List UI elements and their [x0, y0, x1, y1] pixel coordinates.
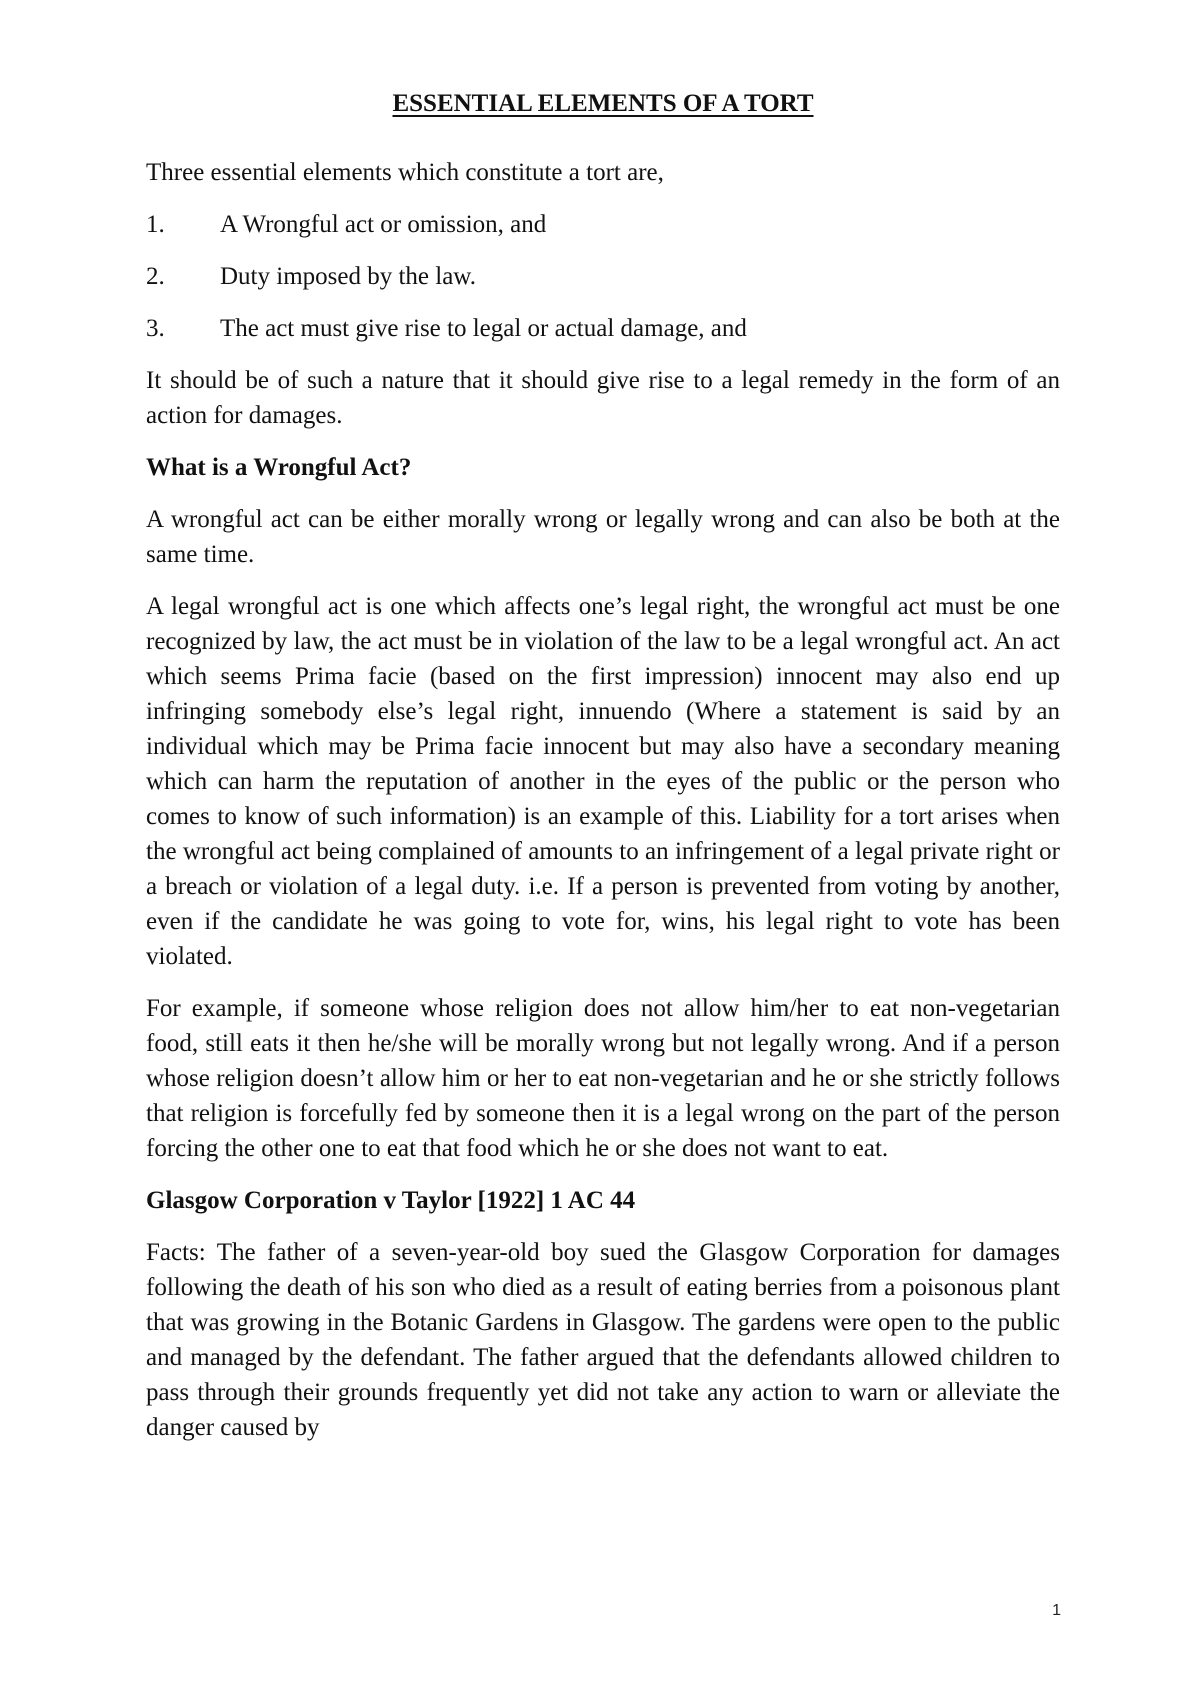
- document-body: [146, 86, 1060, 1462]
- legal-wrongful-act-paragraph: A legal wrongful act is one which affects one’s legal right, the wrongful act must be one recognized by law, the act must be in violation of the law to be a legal wrongful act. An act which seems Prima facie (based on the first impression) innocent may also end up infringing somebody else’s legal right, innuendo (Where a statement is said by an individual which may be Prima facie innocent but may also have a secondary meaning which can harm the reputation of another in the eyes of the public or the person who comes to know of such information) is an example of this. Liability for a tort arises when the wrongful act being complained of amounts to an infringement of a legal private right or a breach or violation of a legal duty. i.e. If a person is prevented from voting by another, even if the candidate he was going to vote for, wins, his legal right to vote has been violated.: [146, 593, 1060, 970]
- wrongful-act-paragraph: A wrongful act can be either morally wrong or legally wrong and can also be both at the same time.: [146, 506, 1060, 568]
- document-title: ESSENTIAL ELEMENTS OF A TORT: [392, 90, 814, 117]
- list-item-number: 3.: [146, 315, 165, 342]
- intro-paragraph: Three essential elements which constitute a tort are,: [146, 159, 664, 186]
- elements-list: [146, 207, 1060, 346]
- list-item-text: A Wrongful act or omission, and: [220, 211, 547, 238]
- remedy-paragraph: It should be of such a nature that it should give rise to a legal remedy in the form of an action for damages.: [146, 367, 1060, 429]
- list-item-text: The act must give rise to legal or actual damage, and: [220, 315, 747, 342]
- list-item: [146, 207, 1060, 242]
- list-item-number: 2.: [146, 263, 165, 290]
- facts-paragraph: Facts: The father of a seven-year-old boy sued the Glasgow Corporation for damages following the death of his son who died as a result of eating berries from a poisonous plant that was growing in the Botanic Gardens in Glasgow. The gardens were open to the public and managed by the defendant. The father argued that the defendants allowed children to pass through their grounds frequently yet did not take any action to warn or alleviate the danger caused by: [146, 1239, 1060, 1441]
- list-item: [146, 259, 1060, 294]
- list-item: [146, 311, 1060, 346]
- list-item-text: Duty imposed by the law.: [220, 263, 476, 290]
- wrongful-act-heading: What is a Wrongful Act?: [146, 454, 412, 481]
- case-heading: Glasgow Corporation v Taylor [1922] 1 AC 44: [146, 1187, 636, 1214]
- list-item-number: 1.: [146, 211, 165, 238]
- page-number: 1: [1052, 1602, 1061, 1619]
- example-paragraph: For example, if someone whose religion does not allow him/her to eat non-vegetarian food, still eats it then he/she will be morally wrong but not legally wrong. And if a person whose religion doesn’t allow him or her to eat non-vegetarian and he or she strictly follows that religion is forcefully fed by someone then it is a legal wrong on the part of the person forcing the other one to eat that food which he or she does not want to eat.: [146, 995, 1060, 1162]
